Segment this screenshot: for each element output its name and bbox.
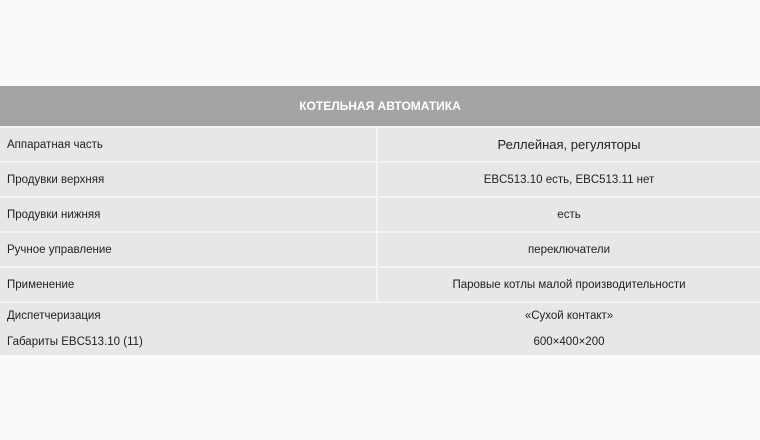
table-row (0, 266, 760, 301)
row-value: 600×400×200 (533, 336, 605, 348)
row-label: Применение (0, 268, 378, 301)
table-row (0, 126, 760, 161)
spec-table (0, 86, 760, 355)
row-label: Габариты EBC513.10 (11) (7, 336, 143, 348)
table-row (0, 196, 760, 231)
row-label: Аппаратная часть (0, 128, 378, 161)
row-label: Диспетчеризация (7, 310, 101, 322)
row-value: Реллейная, регуляторы (497, 137, 641, 152)
row-value: «Сухой контакт» (524, 310, 614, 322)
row-value: Паровые котлы малой производительности (452, 278, 686, 291)
row-value: есть (557, 208, 581, 221)
table-row (0, 231, 760, 266)
row-value: EBC513.10 есть, EBC513.11 нет (483, 173, 655, 186)
table-row-merged (0, 301, 760, 355)
table-title: КОТЕЛЬНАЯ АВТОМАТИКА (0, 86, 760, 126)
row-label: Продувки верхняя (0, 163, 378, 196)
table-row (0, 161, 760, 196)
table-subrow (0, 329, 760, 355)
row-value: переключатели (527, 243, 611, 256)
table-subrow (0, 303, 760, 329)
row-label: Продувки нижняя (0, 198, 378, 231)
row-label: Ручное управление (0, 233, 378, 266)
